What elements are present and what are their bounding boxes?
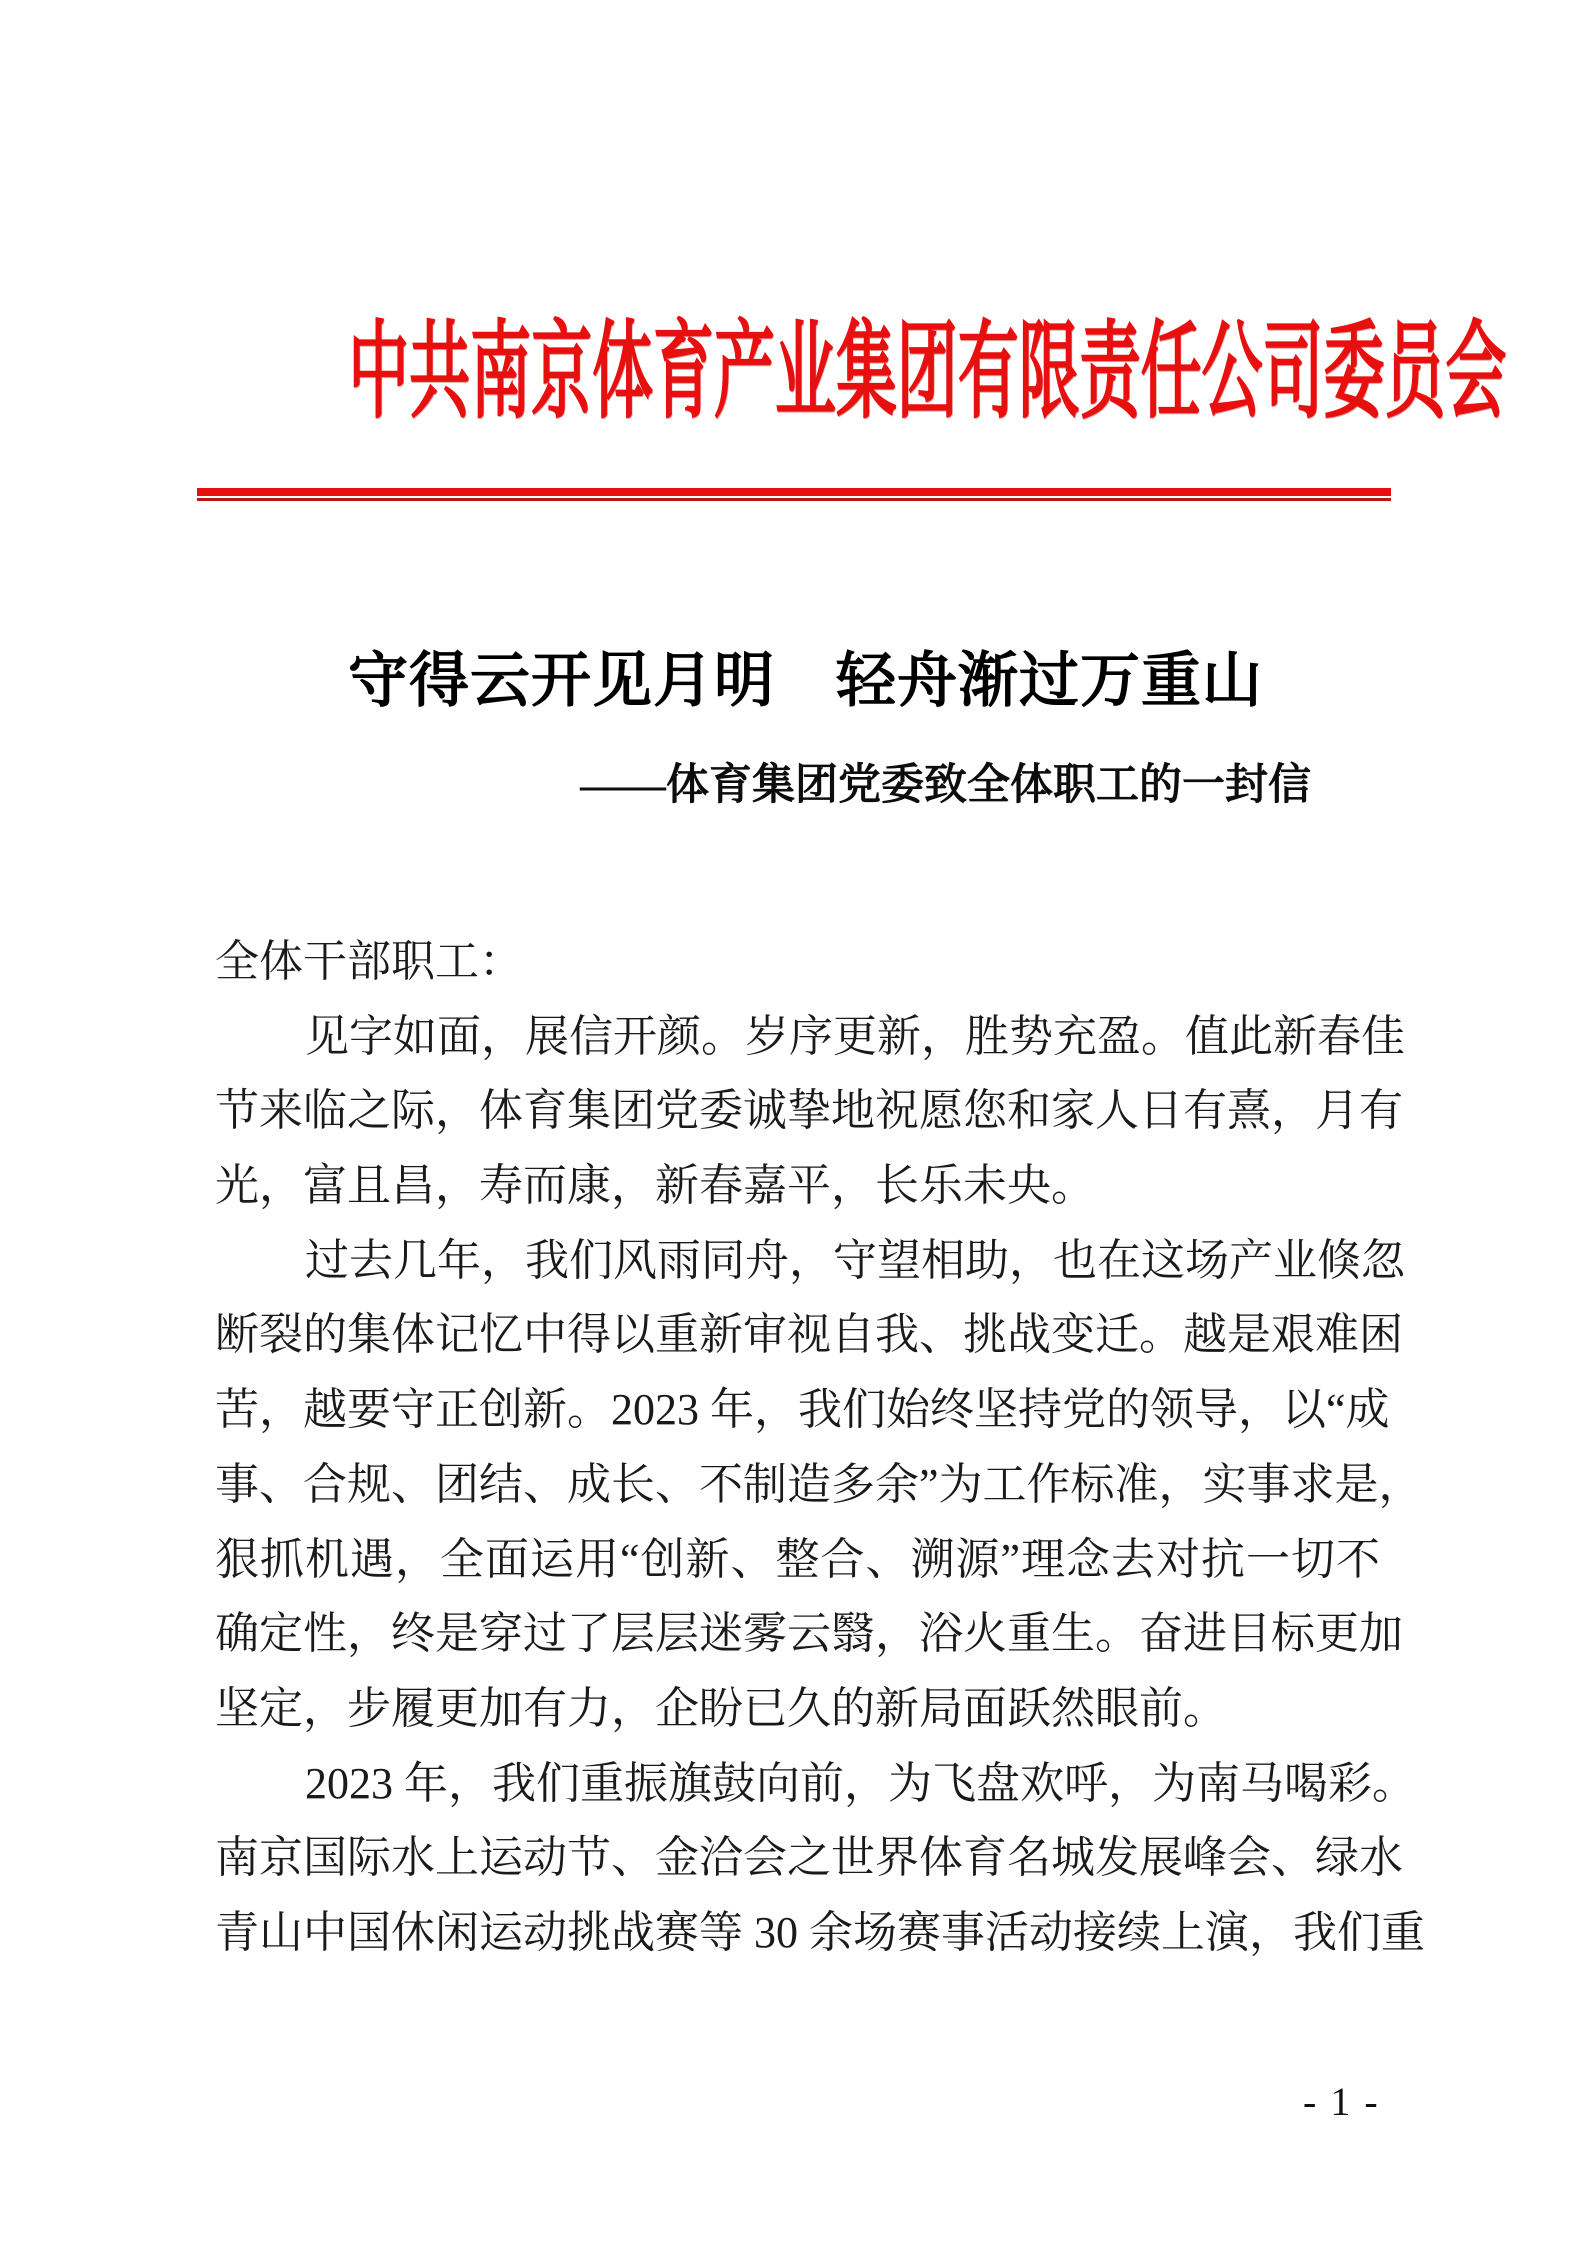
body-line: 坚定，步履更加有力，企盼已久的新局面跃然眼前。 [215,1683,1227,1733]
body-line: 见字如面，展信开颜。岁序更新，胜势充盈。值此新春佳 [305,1011,1405,1061]
body-line: 2023 年，我们重振旗鼓向前，为飞盘欢呼，为南马喝彩。 [305,1758,1416,1808]
letterhead-org-title: 中共南京体育产业集团有限责任公司委员会 [348,314,1507,431]
body-line: 狠抓机遇，全面运用“创新、整合、溯源”理念去对抗一切不 [215,1534,1380,1584]
body-line: 确定性，终是穿过了层层迷雾云翳，浴火重生。奋进目标更加 [215,1609,1403,1659]
letter-title: 守得云开见月明 轻舟渐过万重山 [348,648,1263,714]
body-line: 事、合规、团结、成长、不制造多余”为工作标准，实事求是， [215,1459,1423,1509]
letter-subtitle: ——体育集团党委致全体职工的一封信 [580,762,1311,809]
letterhead-double-rule [197,488,1391,501]
body-line: 节来临之际，体育集团党委诚挚地祝愿您和家人日有熹，月有 [215,1086,1403,1136]
body-line: 青山中国休闲运动挑战赛等 30 余场赛事活动接续上演，我们重 [215,1907,1425,1957]
letter-body [215,925,1425,1971]
body-line: 过去几年，我们风雨同舟，守望相助，也在这场产业倏忽 [305,1235,1405,1285]
body-line: 光，富且昌，寿而康，新春嘉平，长乐未央。 [215,1161,1095,1211]
body-line: 南京国际水上运动节、金洽会之世界体育名城发展峰会、绿水 [215,1833,1403,1883]
page-number: - 1 - [1303,2079,1380,2124]
body-line: 全体干部职工： [215,937,523,986]
body-line: 苦，越要守正创新。2023 年，我们始终坚持党的领导，以“成 [215,1385,1390,1435]
body-line: 断裂的集体记忆中得以重新审视自我、挑战变迁。越是艰难困 [215,1310,1403,1360]
